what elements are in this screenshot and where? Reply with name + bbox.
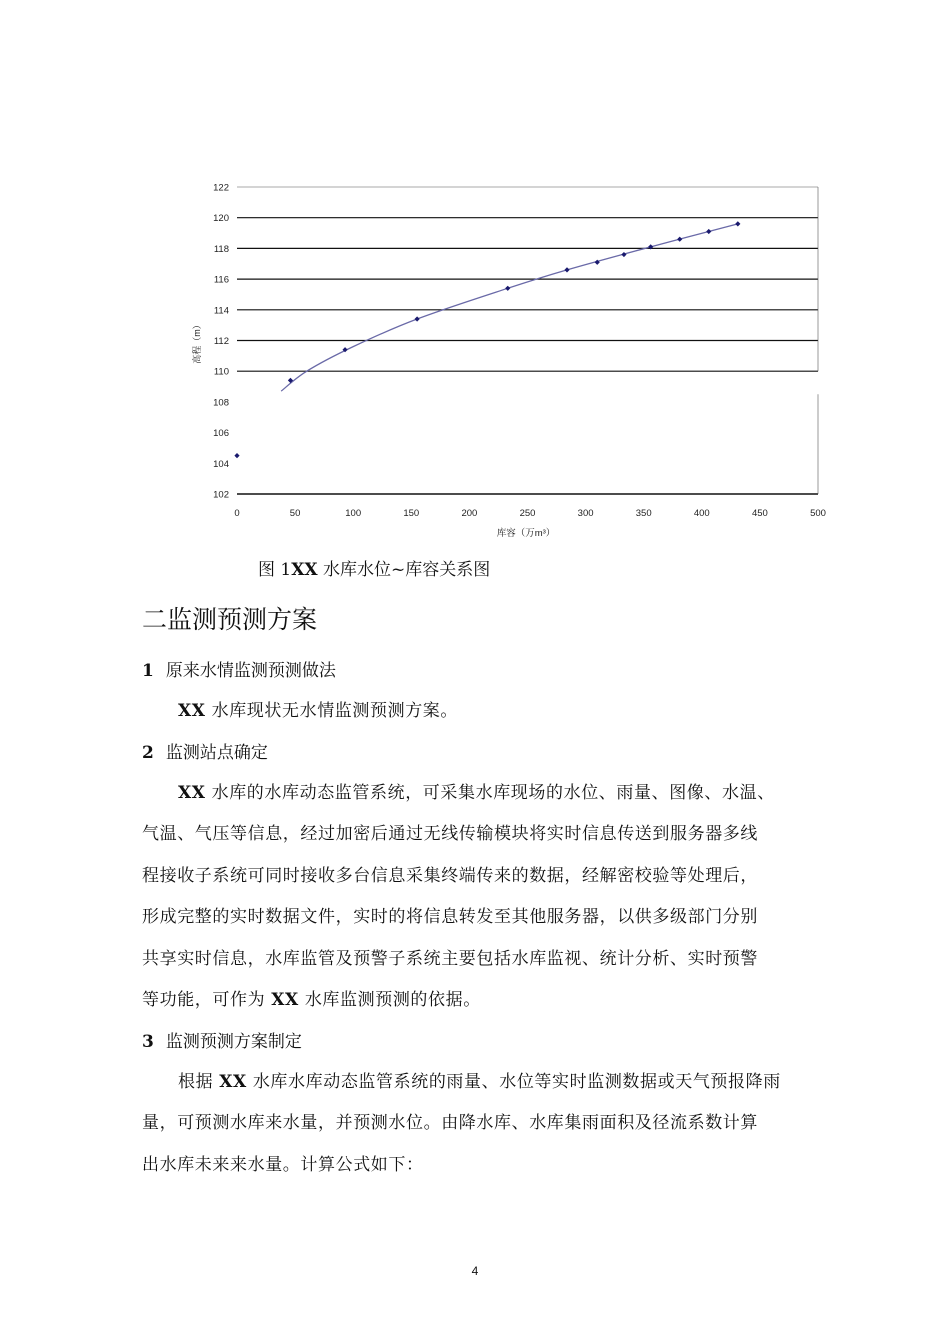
y-tick-label: 114 (213, 305, 229, 317)
item-number: 1 (142, 661, 154, 681)
y-tick-label: 110 (213, 366, 229, 378)
paragraph-line: 出水库未来来水量。计算公式如下： (142, 1154, 424, 1175)
data-point (621, 252, 626, 257)
paragraph-3 (142, 1062, 842, 1187)
item-text: 监测站点确定 (165, 742, 268, 763)
item-text: 原来水情监测预测做法 (165, 661, 336, 681)
x-tick-label: 450 (751, 508, 768, 519)
bold-xx: XX (178, 701, 206, 721)
caption-prefix: 图 1 (258, 560, 292, 580)
item-text: 监测预测方案制定 (165, 1031, 302, 1052)
data-points (234, 221, 740, 458)
paragraph-line: 形成完整的实时数据文件，实时的将信息转发至其他服务器，以供多级部门分别 (142, 907, 758, 927)
data-point (735, 221, 740, 226)
bold-xx: XX (178, 782, 206, 803)
body-content (142, 651, 842, 1186)
paragraph-line (142, 980, 842, 1022)
paragraph-2 (142, 773, 842, 1022)
y-tick-label: 120 (213, 213, 229, 225)
item-heading-2 (142, 733, 842, 773)
chart-gridlines (237, 218, 818, 372)
caption-rest: 水库水位~库容关系图 (317, 560, 491, 580)
data-point (677, 237, 682, 242)
y-axis-ticks (213, 183, 229, 501)
x-tick-label: 250 (519, 508, 536, 519)
data-point (706, 229, 711, 234)
caption-bold: XX (291, 560, 318, 580)
section-title: 二监测预测方案 (142, 605, 318, 634)
paragraph-text: 水库的水库动态监管系统，可采集水库现场的水位、雨量、图像、水温、 (205, 782, 775, 803)
y-tick-label: 122 (213, 182, 229, 194)
y-tick-label: 116 (213, 274, 229, 286)
page-number: 4 (471, 1264, 479, 1278)
item-number: 3 (142, 1031, 154, 1052)
item-heading-3 (142, 1022, 842, 1062)
y-tick-label: 106 (213, 428, 229, 440)
data-point (505, 286, 510, 291)
paragraph-text: 水库水库动态监管系统的雨量、水位等实时监测数据或天气预报降雨 (246, 1071, 781, 1092)
paragraph-line (142, 773, 842, 815)
paragraph-1 (142, 691, 842, 733)
data-point (564, 267, 569, 272)
y-tick-label: 102 (213, 489, 229, 501)
y-tick-label: 108 (213, 397, 229, 409)
y-tick-label: 112 (213, 336, 229, 347)
paragraph-line: 共享实时信息，水库监管及预警子系统主要包括水库监视、统计分析、实时预警 (142, 948, 758, 969)
paragraph-text: 水库监测预测的依据。 (298, 990, 481, 1010)
paragraph-line: 气温、气压等信息，经过加密后通过无线传输模块将实时信息传送到服务器多线 (142, 824, 758, 844)
item-number: 2 (142, 742, 154, 763)
data-point (415, 316, 420, 321)
item-heading-1 (142, 651, 842, 691)
paragraph-line: 程接收子系统可同时接收多台信息采集终端传来的数据，经解密校验等处理后， (142, 865, 758, 886)
y-axis-label: 高程（m） (192, 320, 202, 364)
x-tick-label: 50 (289, 508, 301, 519)
x-tick-label: 0 (234, 508, 240, 519)
x-tick-label: 350 (635, 508, 652, 519)
paragraph-text: 水库现状无水情监测预测方案。 (205, 701, 458, 721)
paragraph-line (142, 1062, 842, 1104)
water-level-capacity-chart (0, 0, 950, 560)
x-axis-ticks (234, 508, 826, 519)
paragraph-text: 等功能，可作为 (142, 990, 272, 1010)
x-tick-label: 300 (577, 508, 594, 519)
x-tick-label: 200 (461, 508, 478, 519)
paragraph-line: 量，可预测水库来水量，并预测水位。由降水库、水库集雨面积及径流系数计算 (142, 1113, 758, 1133)
x-tick-label: 150 (403, 508, 420, 519)
x-tick-label: 500 (810, 508, 826, 519)
paragraph-text: 根据 (178, 1071, 220, 1092)
x-axis-label: 库容（万m³） (496, 528, 556, 539)
bold-xx: XX (271, 990, 299, 1010)
y-tick-label: 104 (213, 458, 229, 470)
figure-caption (258, 555, 490, 580)
x-tick-label: 400 (693, 508, 710, 519)
x-tick-label: 100 (345, 508, 362, 519)
data-point (234, 453, 239, 458)
bold-xx: XX (219, 1071, 247, 1092)
y-tick-label: 118 (213, 243, 229, 255)
